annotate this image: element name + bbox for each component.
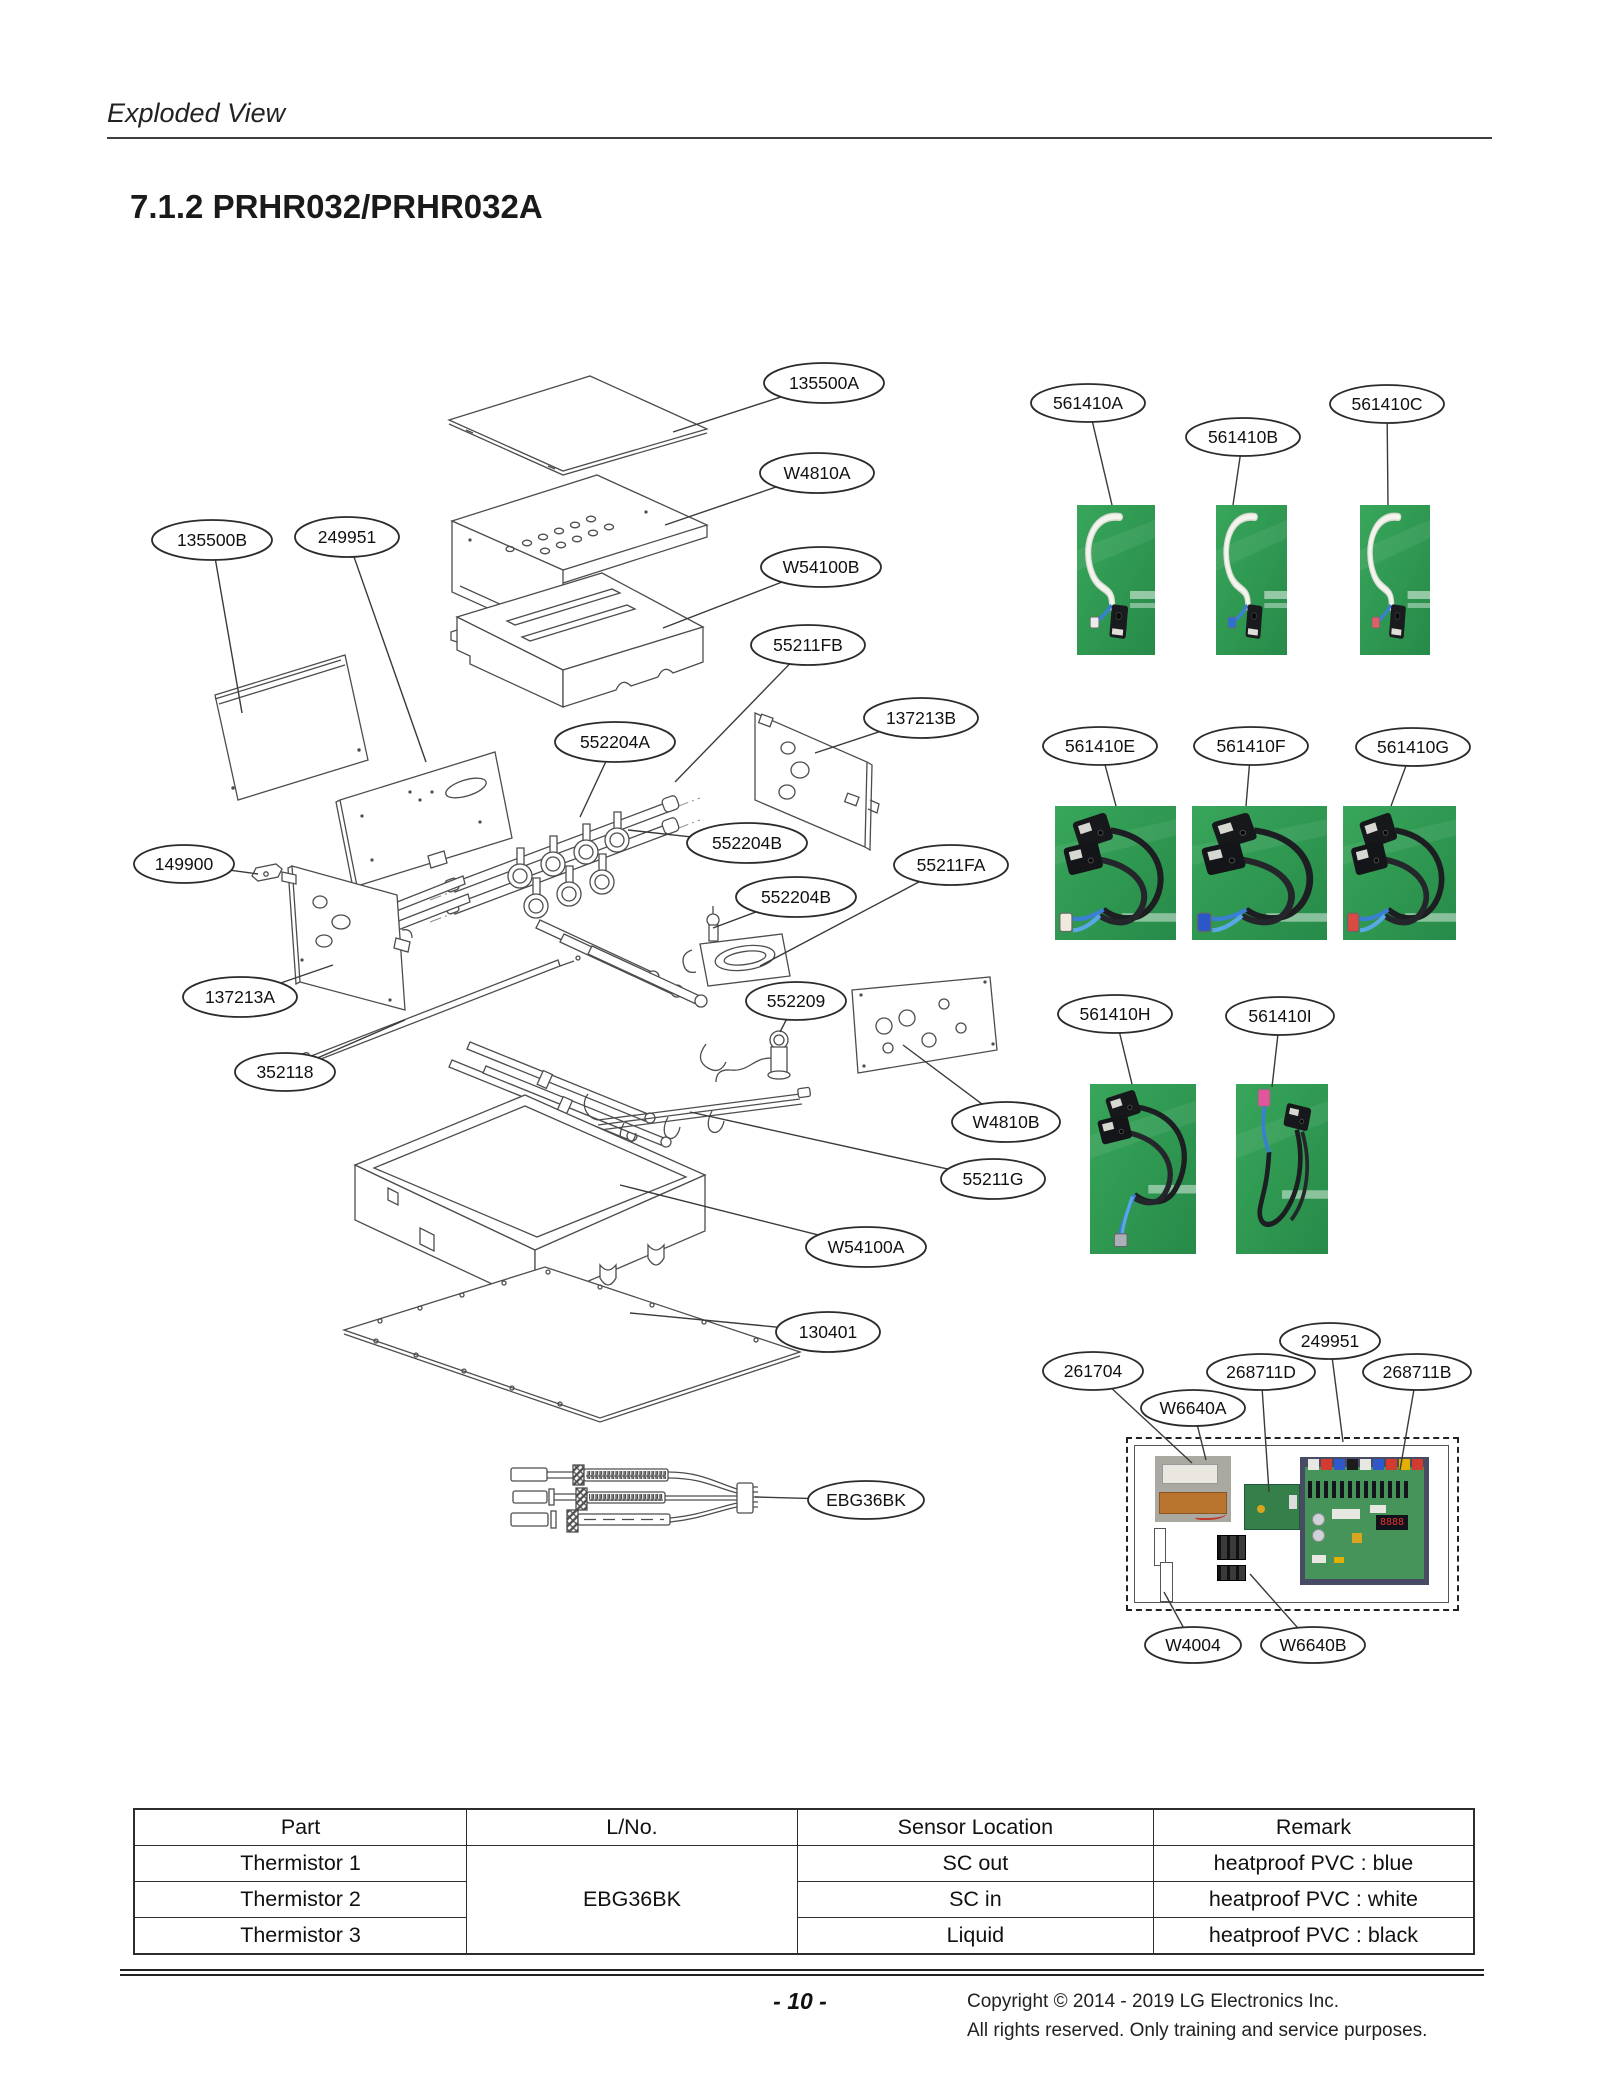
callout-label: 137213B xyxy=(885,708,957,728)
cell-location-1: SC out xyxy=(797,1846,1153,1882)
leader-line xyxy=(354,557,426,762)
callout-552204B xyxy=(713,877,856,928)
leader-line xyxy=(1332,1359,1343,1442)
callout-135500B xyxy=(152,520,272,713)
callout-352118 xyxy=(235,1020,405,1091)
leader-line xyxy=(281,965,333,983)
callout-label: W4810B xyxy=(972,1112,1040,1132)
leader-line xyxy=(780,1020,786,1032)
leader-line xyxy=(673,397,781,432)
cell-remark-2: heatproof PVC : white xyxy=(1153,1882,1474,1918)
cell-part-2: Thermistor 2 xyxy=(134,1882,467,1918)
leader-line xyxy=(903,1045,982,1104)
cell-part-1: Thermistor 1 xyxy=(134,1846,467,1882)
callout-label: 561410C xyxy=(1351,394,1423,414)
callout-552209 xyxy=(746,982,846,1032)
callout-label: 552204A xyxy=(579,732,651,752)
leader-line xyxy=(1197,1426,1206,1460)
callout-249951 xyxy=(295,517,426,762)
callout-561410G xyxy=(1356,728,1470,806)
callout-149900 xyxy=(134,845,258,883)
callout-label: 55211FB xyxy=(773,635,843,655)
callout-55211FB xyxy=(675,625,865,782)
leader-line xyxy=(1400,1390,1414,1470)
callout-137213A xyxy=(183,965,333,1017)
leader-line xyxy=(1250,1574,1298,1628)
leader-line xyxy=(215,560,242,713)
copyright-line-1: Copyright © 2014 - 2019 LG Electronics Inc. xyxy=(967,1991,1340,2012)
callout-label: 561410F xyxy=(1216,736,1286,756)
cell-remark-3: heatproof PVC : black xyxy=(1153,1918,1474,1955)
callout-label: 561410B xyxy=(1207,427,1279,447)
callout-label: 352118 xyxy=(256,1062,314,1082)
col-part: Part xyxy=(134,1809,467,1846)
callout-W6640A xyxy=(1141,1390,1245,1460)
callout-561410H xyxy=(1058,995,1172,1084)
callout-label: 552204B xyxy=(760,887,832,907)
callout-561410A xyxy=(1031,384,1145,505)
leader-line xyxy=(1246,765,1249,806)
callout-label: 149900 xyxy=(154,854,214,874)
page-number: - 10 - xyxy=(773,1988,827,2014)
leader-line xyxy=(1387,423,1388,505)
leader-line xyxy=(1272,1035,1278,1087)
copyright-line-2: All rights reserved. Only training and service purposes. xyxy=(967,2019,1428,2041)
leader-line xyxy=(675,664,790,782)
leader-line xyxy=(318,1020,405,1058)
callout-label: W54100A xyxy=(827,1237,905,1257)
leader-line xyxy=(815,732,879,753)
callout-552204B xyxy=(628,823,807,863)
callout-W4004 xyxy=(1145,1592,1241,1663)
callout-label: W54100B xyxy=(782,557,860,577)
callout-W54100B xyxy=(663,547,881,628)
callout-label: 561410G xyxy=(1376,737,1450,757)
leader-line xyxy=(755,1497,808,1498)
cell-location-3: Liquid xyxy=(797,1918,1153,1955)
callout-label: 561410E xyxy=(1064,736,1136,756)
leader-line xyxy=(628,830,690,837)
leader-line xyxy=(1233,456,1240,505)
callout-W4810A xyxy=(665,453,874,525)
leader-line xyxy=(1391,766,1406,806)
cell-remark-1: heatproof PVC : blue xyxy=(1153,1846,1474,1882)
callout-EBG36BK xyxy=(755,1481,924,1519)
leader-line xyxy=(620,1185,818,1235)
leader-line xyxy=(690,1112,948,1169)
callout-W54100A xyxy=(620,1185,926,1267)
leader-line xyxy=(580,762,606,817)
col-remark: Remark xyxy=(1153,1809,1474,1846)
callout-label: 261704 xyxy=(1063,1361,1123,1381)
leader-line xyxy=(231,870,258,874)
callout-W6640B xyxy=(1250,1574,1365,1663)
callout-561410E xyxy=(1043,727,1157,806)
callout-label: W4810A xyxy=(783,463,851,483)
callout-label: W6640A xyxy=(1159,1398,1227,1418)
section-header: Exploded View xyxy=(107,98,286,128)
callout-label: 135500B xyxy=(176,530,248,550)
callout-label: 249951 xyxy=(317,527,377,547)
main-pcb-photo: 8888 xyxy=(1300,1457,1429,1585)
cell-location-2: SC in xyxy=(797,1882,1153,1918)
leader-line xyxy=(1120,1033,1132,1084)
leader-line xyxy=(630,1313,778,1327)
callout-label: 552209 xyxy=(766,991,826,1011)
callout-W4810B xyxy=(903,1045,1060,1142)
callout-label: 561410I xyxy=(1248,1006,1312,1026)
callout-552204A xyxy=(555,722,675,817)
callout-label: W6640B xyxy=(1279,1635,1347,1655)
callout-label: W4004 xyxy=(1165,1635,1221,1655)
callout-label: 55211G xyxy=(962,1169,1024,1189)
callout-label: 552204B xyxy=(711,833,783,853)
page-title: 7.1.2 PRHR032/PRHR032A xyxy=(130,188,543,225)
cell-lno: EBG36BK xyxy=(467,1846,798,1955)
leader-line xyxy=(663,582,782,628)
callout-label: 268711B xyxy=(1382,1362,1452,1382)
col-lno: L/No. xyxy=(467,1809,798,1846)
callout-268711B xyxy=(1363,1354,1471,1470)
callout-label: 561410A xyxy=(1052,393,1124,413)
leader-line xyxy=(1262,1390,1269,1492)
callout-label: 137213A xyxy=(204,987,276,1007)
callout-137213B xyxy=(815,698,978,753)
cell-part-3: Thermistor 3 xyxy=(134,1918,467,1955)
leader-line xyxy=(713,912,756,928)
callout-135500A xyxy=(673,363,884,432)
callout-label: 268711D xyxy=(1226,1362,1296,1382)
callout-label: EBG36BK xyxy=(826,1490,906,1510)
callout-561410B xyxy=(1186,418,1300,505)
callout-561410C xyxy=(1330,385,1444,505)
leader-line xyxy=(1164,1592,1183,1627)
callout-130401 xyxy=(630,1312,880,1352)
callout-label: 130401 xyxy=(798,1322,858,1342)
col-sensor-location: Sensor Location xyxy=(797,1809,1153,1846)
callout-561410I xyxy=(1226,997,1334,1087)
leader-line xyxy=(1092,422,1112,505)
callout-561410F xyxy=(1194,727,1308,806)
leader-line xyxy=(665,487,776,525)
leader-line xyxy=(1105,765,1116,806)
callout-label: 561410H xyxy=(1079,1004,1151,1024)
callout-label: 55211FA xyxy=(916,855,986,875)
callout-label: 135500A xyxy=(788,373,860,393)
callout-label: 249951 xyxy=(1300,1331,1360,1351)
